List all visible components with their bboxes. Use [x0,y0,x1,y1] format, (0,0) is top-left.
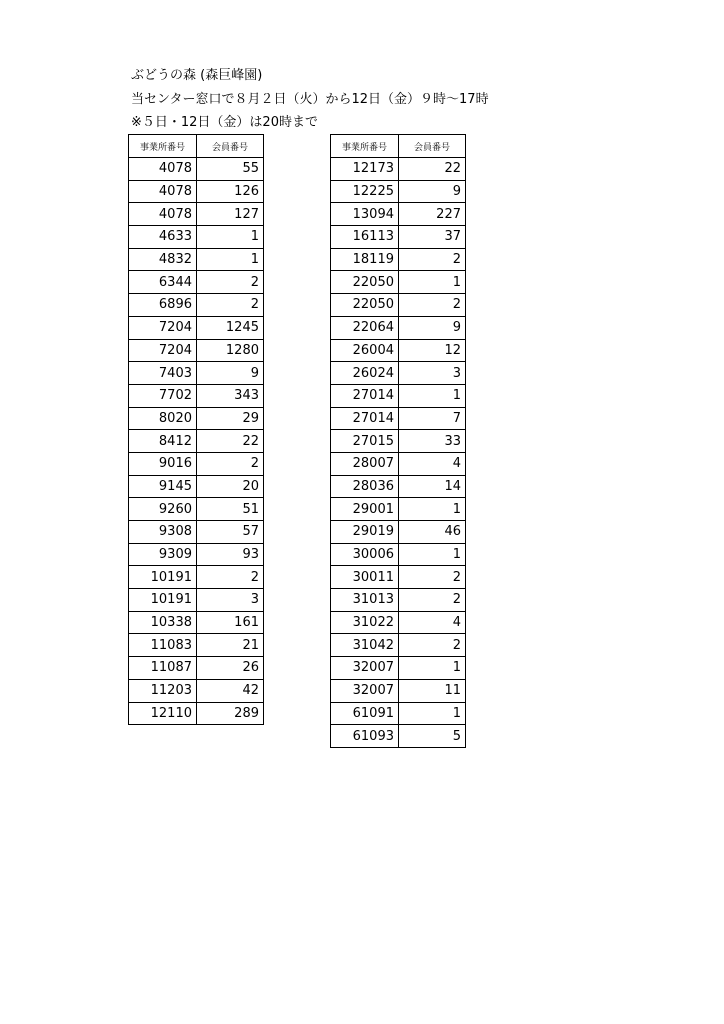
table-row [129,226,264,249]
member-number-cell: 161 [197,611,264,634]
office-number-cell: 32007 [331,657,399,680]
table-row [129,407,264,430]
office-number-cell: 18119 [331,248,399,271]
member-number-cell: 126 [197,180,264,203]
office-number-cell: 31013 [331,589,399,612]
table-row [129,475,264,498]
member-number-cell: 7 [399,407,466,430]
office-number-cell: 4832 [129,248,197,271]
member-number-cell: 11 [399,679,466,702]
office-number-cell: 11087 [129,657,197,680]
table-row [331,543,466,566]
office-number-cell: 12225 [331,180,399,203]
member-number-cell: 9 [197,362,264,385]
member-number-cell: 26 [197,657,264,680]
member-number-cell: 2 [399,248,466,271]
table-row [129,679,264,702]
member-number-cell: 1 [197,248,264,271]
member-number-cell: 1 [399,543,466,566]
office-number-cell: 4078 [129,203,197,226]
office-number-cell: 11083 [129,634,197,657]
member-number-cell: 55 [197,158,264,181]
member-number-cell: 51 [197,498,264,521]
office-number-cell: 28007 [331,452,399,475]
office-number-cell: 6344 [129,271,197,294]
table-row [331,248,466,271]
table-row [331,725,466,748]
table-row [129,316,264,339]
table-row [331,566,466,589]
table-row [129,180,264,203]
office-number-cell: 12173 [331,158,399,181]
member-number-cell: 33 [399,430,466,453]
table-row [331,430,466,453]
table-row [331,384,466,407]
office-number-cell: 32007 [331,679,399,702]
member-number-cell: 1 [399,702,466,725]
member-number-cell: 12 [399,339,466,362]
member-number-cell: 2 [399,566,466,589]
member-number-cell: 1 [399,498,466,521]
member-number-cell: 4 [399,611,466,634]
table-row [129,362,264,385]
table-row [129,430,264,453]
member-number-cell: 29 [197,407,264,430]
member-number-cell: 2 [399,634,466,657]
office-number-cell: 31022 [331,611,399,634]
table-row [331,679,466,702]
member-table-right [330,134,466,748]
member-number-cell: 46 [399,521,466,544]
table-row [331,611,466,634]
table-row [331,158,466,181]
office-number-cell: 28036 [331,475,399,498]
office-number-cell: 4078 [129,180,197,203]
member-number-cell: 1 [399,384,466,407]
office-number-cell: 6896 [129,294,197,317]
table-header-row [331,135,466,158]
table-row [129,158,264,181]
office-number-cell: 9145 [129,475,197,498]
member-number-header: 会員番号 [399,135,466,158]
table-header-row [129,135,264,158]
table-row [129,702,264,725]
office-number-cell: 30006 [331,543,399,566]
member-number-cell: 21 [197,634,264,657]
table-row [129,566,264,589]
table-row [331,339,466,362]
office-number-header: 事業所番号 [331,135,399,158]
table-row [331,271,466,294]
office-number-cell: 29019 [331,521,399,544]
office-number-cell: 16113 [331,226,399,249]
member-number-cell: 2 [197,294,264,317]
table-row [331,407,466,430]
member-number-cell: 2 [197,452,264,475]
member-number-cell: 2 [197,271,264,294]
office-number-cell: 7204 [129,316,197,339]
office-number-cell: 27015 [331,430,399,453]
office-number-cell: 22050 [331,271,399,294]
member-number-cell: 22 [399,158,466,181]
table-row [129,339,264,362]
table-row [331,657,466,680]
table-row [331,634,466,657]
office-number-cell: 9016 [129,452,197,475]
member-number-cell: 227 [399,203,466,226]
office-number-cell: 22064 [331,316,399,339]
member-number-cell: 4 [399,452,466,475]
table-row [129,271,264,294]
office-number-cell: 12110 [129,702,197,725]
table-row [331,294,466,317]
member-number-cell: 22 [197,430,264,453]
member-number-cell: 9 [399,180,466,203]
member-number-cell: 2 [399,589,466,612]
office-number-cell: 7702 [129,384,197,407]
office-number-cell: 26004 [331,339,399,362]
table-row [331,362,466,385]
member-number-cell: 1 [399,657,466,680]
office-number-cell: 61093 [331,725,399,748]
office-number-cell: 22050 [331,294,399,317]
office-number-cell: 10191 [129,566,197,589]
page-title: ぶどうの森 (森巨峰園) [131,68,263,83]
table-body [331,158,466,748]
member-number-cell: 9 [399,316,466,339]
member-number-cell: 1 [399,271,466,294]
member-number-cell: 3 [399,362,466,385]
table-row [331,498,466,521]
table-row [129,203,264,226]
member-number-cell: 42 [197,679,264,702]
office-number-cell: 9260 [129,498,197,521]
office-number-cell: 8412 [129,430,197,453]
office-number-header: 事業所番号 [129,135,197,158]
table-row [129,589,264,612]
table-row [331,589,466,612]
member-number-cell: 20 [197,475,264,498]
office-number-cell: 27014 [331,384,399,407]
office-number-cell: 7204 [129,339,197,362]
member-number-cell: 3 [197,589,264,612]
member-number-cell: 5 [399,725,466,748]
office-number-cell: 7403 [129,362,197,385]
office-number-cell: 11203 [129,679,197,702]
table-row [129,248,264,271]
member-number-cell: 289 [197,702,264,725]
table-row [129,634,264,657]
office-number-cell: 61091 [331,702,399,725]
table-row [331,452,466,475]
office-number-cell: 30011 [331,566,399,589]
member-number-cell: 2 [399,294,466,317]
member-number-cell: 1 [197,226,264,249]
member-number-cell: 93 [197,543,264,566]
table-row [129,384,264,407]
table-row [331,702,466,725]
office-number-cell: 10338 [129,611,197,634]
table-row [331,226,466,249]
table-row [331,521,466,544]
member-number-cell: 2 [197,566,264,589]
table-row [331,475,466,498]
table-row [129,498,264,521]
extended-hours-note: ※５日・12日（金）は20時まで [131,115,318,130]
table-row [129,521,264,544]
office-number-cell: 31042 [331,634,399,657]
member-number-cell: 127 [197,203,264,226]
table-row [129,543,264,566]
table-row [331,316,466,339]
office-number-cell: 9308 [129,521,197,544]
table-row [129,452,264,475]
schedule-notice: 当センター窓口で８月２日（火）から12日（金）９時～17時 [131,92,489,107]
member-table-left [128,134,264,725]
member-number-header: 会員番号 [197,135,264,158]
member-number-cell: 57 [197,521,264,544]
table-body [129,158,264,725]
table-row [129,611,264,634]
member-number-cell: 1245 [197,316,264,339]
office-number-cell: 10191 [129,589,197,612]
member-number-cell: 1280 [197,339,264,362]
office-number-cell: 26024 [331,362,399,385]
office-number-cell: 4078 [129,158,197,181]
office-number-cell: 29001 [331,498,399,521]
office-number-cell: 13094 [331,203,399,226]
member-number-cell: 14 [399,475,466,498]
table-row [331,180,466,203]
office-number-cell: 9309 [129,543,197,566]
table-row [129,294,264,317]
member-number-cell: 343 [197,384,264,407]
table-row [331,203,466,226]
office-number-cell: 8020 [129,407,197,430]
member-number-cell: 37 [399,226,466,249]
office-number-cell: 4633 [129,226,197,249]
office-number-cell: 27014 [331,407,399,430]
table-row [129,657,264,680]
